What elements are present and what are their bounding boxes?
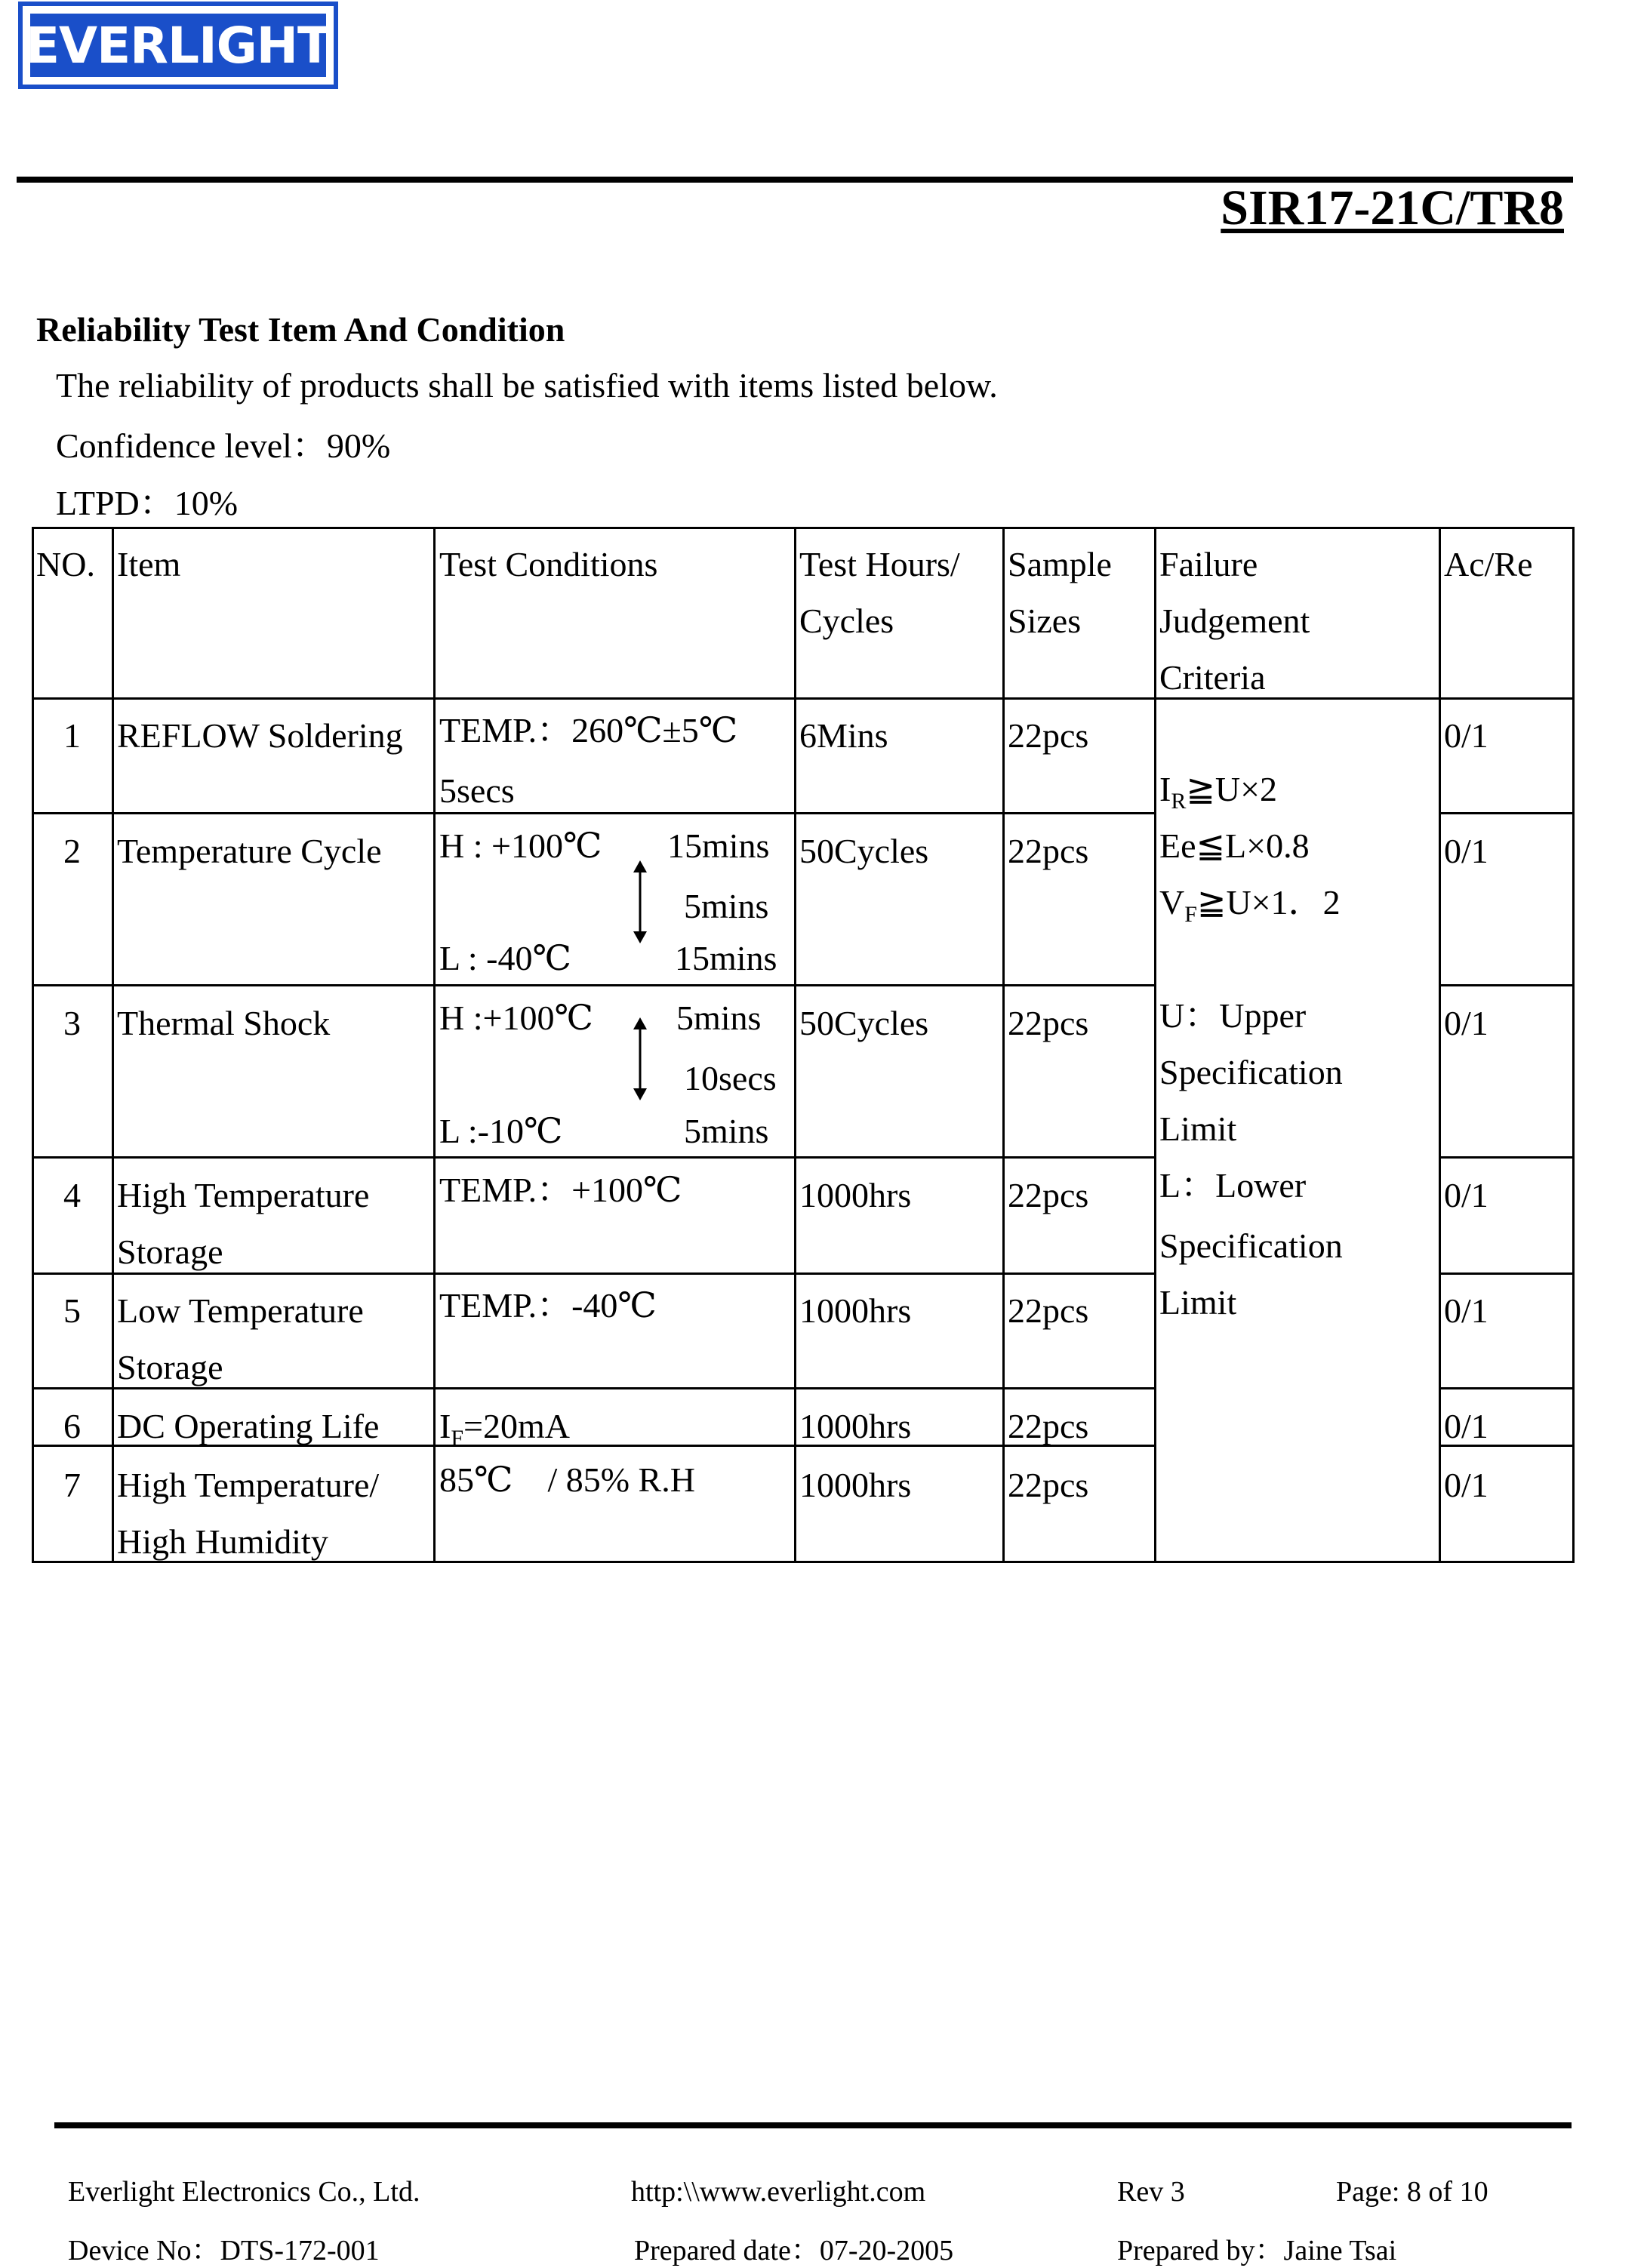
row-condition: 5secs [439, 771, 515, 810]
double-arrow-icon [631, 860, 649, 943]
table-border [112, 527, 114, 1563]
row-acre: 0/1 [1444, 1466, 1488, 1504]
table-border [32, 812, 1156, 814]
row-condition-low: L :-10℃ [439, 1112, 563, 1150]
row-no: 4 [63, 1176, 81, 1214]
table-border [32, 527, 34, 1563]
row-item: Storage [117, 1232, 223, 1271]
row-acre: 0/1 [1444, 716, 1488, 755]
row-hours: 1000hrs [799, 1291, 912, 1330]
header-sample-sizes: Sample [1008, 545, 1112, 583]
row-acre: 0/1 [1444, 832, 1488, 870]
intro-text: The reliability of products shall be satisfied with items listed below. [56, 366, 998, 405]
row-condition: TEMP.：-40℃ [439, 1286, 657, 1325]
subscript: F [451, 1426, 464, 1451]
row-sample: 22pcs [1008, 1004, 1089, 1042]
row-condition: 85℃ / 85% R.H [439, 1460, 695, 1499]
table-border [32, 1156, 1156, 1159]
criteria-lower-limit: L：Lower [1159, 1166, 1307, 1205]
row-no: 3 [63, 1004, 81, 1042]
header-test-hours: Cycles [799, 602, 894, 640]
confidence-level: Confidence level：90% [56, 426, 391, 465]
row-hours: 1000hrs [799, 1407, 912, 1445]
table-border [1572, 527, 1575, 1563]
footer-prepared-date: Prepared date：07-20-2005 [634, 2235, 954, 2266]
footer-device-number: Device No：DTS-172-001 [68, 2235, 380, 2266]
row-condition: TEMP.：+100℃ [439, 1171, 682, 1209]
row-hours: 6Mins [799, 716, 888, 755]
table-border [1440, 1156, 1575, 1159]
subscript: R [1171, 789, 1187, 814]
footer-rule [54, 2122, 1572, 2128]
row-acre: 0/1 [1444, 1004, 1488, 1042]
header-test-hours: Test Hours/ [799, 545, 960, 583]
row-sample: 22pcs [1008, 716, 1089, 755]
row-item: REFLOW Soldering [117, 716, 403, 755]
criteria-vf: $V_F≧U\times 1$．2 [1159, 883, 1341, 928]
criteria-ir-value: ≧U×2 [1186, 770, 1278, 808]
table-border [794, 527, 796, 1563]
footer-page-number: Page: 8 of 10 [1336, 2176, 1488, 2208]
header-failure-criteria: Failure [1159, 545, 1258, 583]
criteria-upper-limit: Specification [1159, 1053, 1343, 1091]
criteria-lower-limit: Limit [1159, 1283, 1237, 1322]
header-sample-sizes: Sizes [1008, 602, 1082, 640]
row-hours: 50Cycles [799, 1004, 929, 1042]
row-condition-transfer-time: 10secs [684, 1059, 777, 1097]
table-border [1440, 812, 1575, 814]
header-failure-criteria: Judgement [1159, 602, 1310, 640]
row-condition-transfer-time: 5mins [684, 887, 769, 925]
table-border [1439, 527, 1441, 1563]
row-condition-high: H :+100℃ [439, 999, 593, 1037]
row-condition-low: L : -40℃ [439, 939, 571, 977]
subscript: F [1184, 902, 1197, 928]
row-condition-low-time: 15mins [675, 939, 777, 977]
row-acre: 0/1 [1444, 1291, 1488, 1330]
footer-url[interactable]: http:\\www.everlight.com [631, 2176, 926, 2208]
criteria-upper-limit: Limit [1159, 1109, 1237, 1148]
row-condition-high-time: 5mins [676, 999, 762, 1037]
table-border [1440, 984, 1575, 986]
row-condition-high: H : +100℃ [439, 826, 602, 865]
ltpd: LTPD：10% [56, 484, 239, 522]
criteria-lower-limit: Specification [1159, 1226, 1343, 1265]
row-hours: 50Cycles [799, 832, 929, 870]
header-ac-re: Ac/Re [1444, 545, 1533, 583]
row-no: 1 [63, 716, 81, 755]
table-border [1154, 527, 1156, 1563]
criteria-ir: $I_R≧U\times 2$ [1159, 770, 1278, 814]
row-condition-high-time: 15mins [667, 826, 770, 865]
row-sample: 22pcs [1008, 1291, 1089, 1330]
row-sample: 22pcs [1008, 832, 1089, 870]
row-sample: 22pcs [1008, 1176, 1089, 1214]
section-title: Reliability Test Item And Condition [36, 310, 565, 349]
row-item: Thermal Shock [117, 1004, 331, 1042]
row-item: High Temperature [117, 1176, 370, 1214]
row-hours: 1000hrs [799, 1466, 912, 1504]
part-number: SIR17-21C/TR8 [1221, 180, 1564, 235]
row-item: Temperature Cycle [117, 832, 382, 870]
criteria-upper-limit: U：Upper [1159, 996, 1307, 1035]
table-border [32, 697, 1575, 700]
row-item: High Humidity [117, 1522, 328, 1561]
row-item: DC Operating Life [117, 1407, 380, 1445]
header-failure-criteria: Criteria [1159, 658, 1266, 697]
company-logo [18, 2, 338, 89]
logo-text: EVERLIGHT [30, 14, 326, 77]
row-sample: 22pcs [1008, 1407, 1089, 1445]
footer-revision: Rev 3 [1117, 2176, 1185, 2208]
row-condition: TEMP.：260℃±5℃ [439, 711, 738, 749]
row-item: High Temperature/ [117, 1466, 380, 1504]
table-border [32, 984, 1156, 986]
row-no: 5 [63, 1291, 81, 1330]
forward-current-value: =20mA [463, 1407, 570, 1445]
row-hours: 1000hrs [799, 1176, 912, 1214]
criteria-vf-value: ≧U×1．2 [1196, 883, 1341, 922]
row-no: 7 [63, 1466, 81, 1504]
header-item: Item [117, 545, 181, 583]
footer-company: Everlight Electronics Co., Ltd. [68, 2176, 420, 2208]
row-no: 2 [63, 832, 81, 870]
table-border [1002, 527, 1005, 1563]
table-border [433, 527, 436, 1563]
row-item: Storage [117, 1348, 223, 1386]
row-acre: 0/1 [1444, 1176, 1488, 1214]
row-condition-forward-current: $I_F=20mA$ [439, 1407, 570, 1451]
row-sample: 22pcs [1008, 1466, 1089, 1504]
table-border [1440, 1387, 1575, 1389]
criteria-ee: Ee≦L×0.8 [1159, 826, 1310, 865]
header-no: NO. [36, 545, 95, 583]
header-test-conditions: Test Conditions [439, 545, 658, 583]
double-arrow-icon [631, 1017, 649, 1100]
row-condition-low-time: 5mins [684, 1112, 769, 1150]
row-item: Low Temperature [117, 1291, 364, 1330]
row-no: 6 [63, 1407, 81, 1445]
table-border [1440, 1272, 1575, 1275]
table-border [32, 527, 1575, 529]
row-acre: 0/1 [1444, 1407, 1488, 1445]
footer-prepared-by: Prepared by：Jaine Tsai [1117, 2235, 1397, 2266]
